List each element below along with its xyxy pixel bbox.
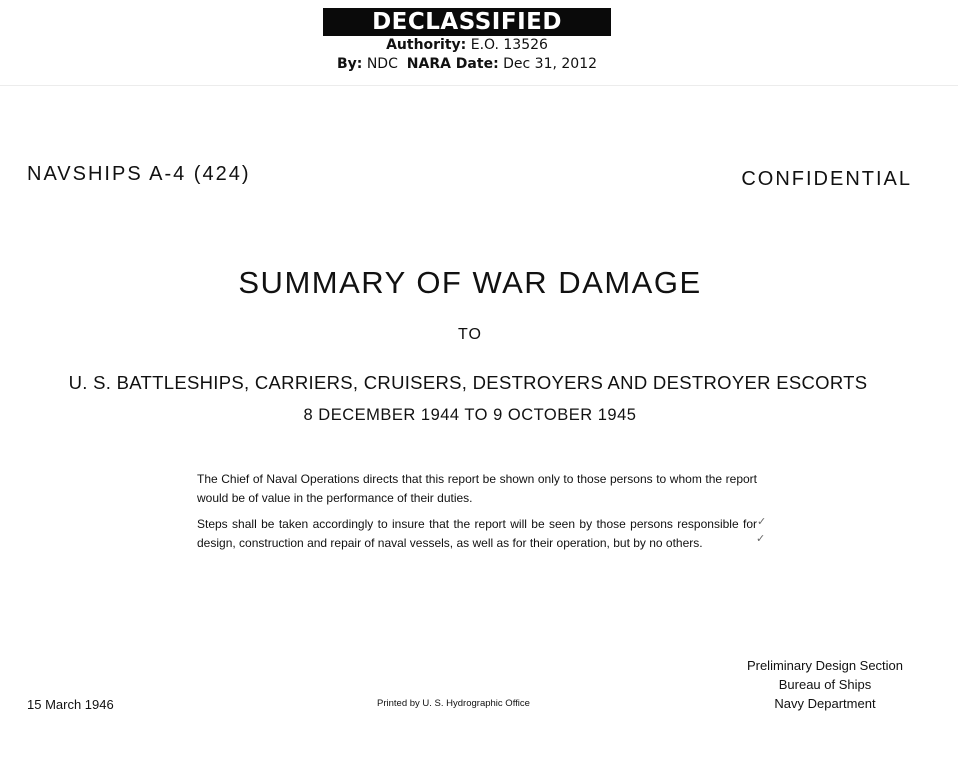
issue-date: 15 March 1946 (27, 697, 114, 712)
report-period: 8 DECEMBER 1944 TO 9 OCTOBER 1945 (303, 406, 637, 424)
checkmark-icon: ✓ (756, 532, 766, 545)
stamp-authority-value: E.O. 13526 (470, 37, 548, 53)
stamp-authority (323, 36, 611, 55)
issuer-line-3: Navy Department (774, 696, 876, 711)
stamp-authority-label: Authority: (386, 37, 467, 53)
notice-paragraph-2: Steps shall be taken accordingly to insure that the report will be seen by those persons responsible for design, construction and repair of naval vessels, as well as for their operation, but by no others. (197, 517, 757, 550)
issuing-office (726, 656, 924, 713)
distribution-notice (197, 470, 757, 560)
declassified-stamp (323, 8, 611, 74)
title-to: TO (458, 326, 482, 343)
checkmark-icon: ✓ (757, 515, 767, 528)
stamp-by (323, 55, 611, 74)
scan-edge-divider (0, 85, 958, 86)
stamp-nara-label: NARA Date: (406, 56, 499, 72)
stamp-by-label: By: (336, 56, 363, 72)
stamp-heading: DECLASSIFIED (323, 8, 611, 36)
issuer-line-2: Bureau of Ships (778, 677, 872, 692)
document-subject: U. S. BATTLESHIPS, CARRIERS, CRUISERS, DESTROYERS AND DESTROYER ESCORTS (68, 372, 868, 393)
notice-paragraph-1: The Chief of Naval Operations directs that this report be shown only to those persons to whom the report would be of value in the performance of their duties. (197, 472, 757, 505)
document-title: SUMMARY OF WAR DAMAGE (238, 265, 702, 300)
stamp-by-value: NDC (366, 56, 398, 72)
printer-credit: Printed by U. S. Hydrographic Office (377, 698, 530, 709)
classification-marking: CONFIDENTIAL (741, 168, 912, 190)
issuer-line-1: Preliminary Design Section (746, 658, 904, 673)
stamp-nara-value: Dec 31, 2012 (503, 56, 598, 72)
document-id: NAVSHIPS A-4 (424) (27, 163, 251, 185)
